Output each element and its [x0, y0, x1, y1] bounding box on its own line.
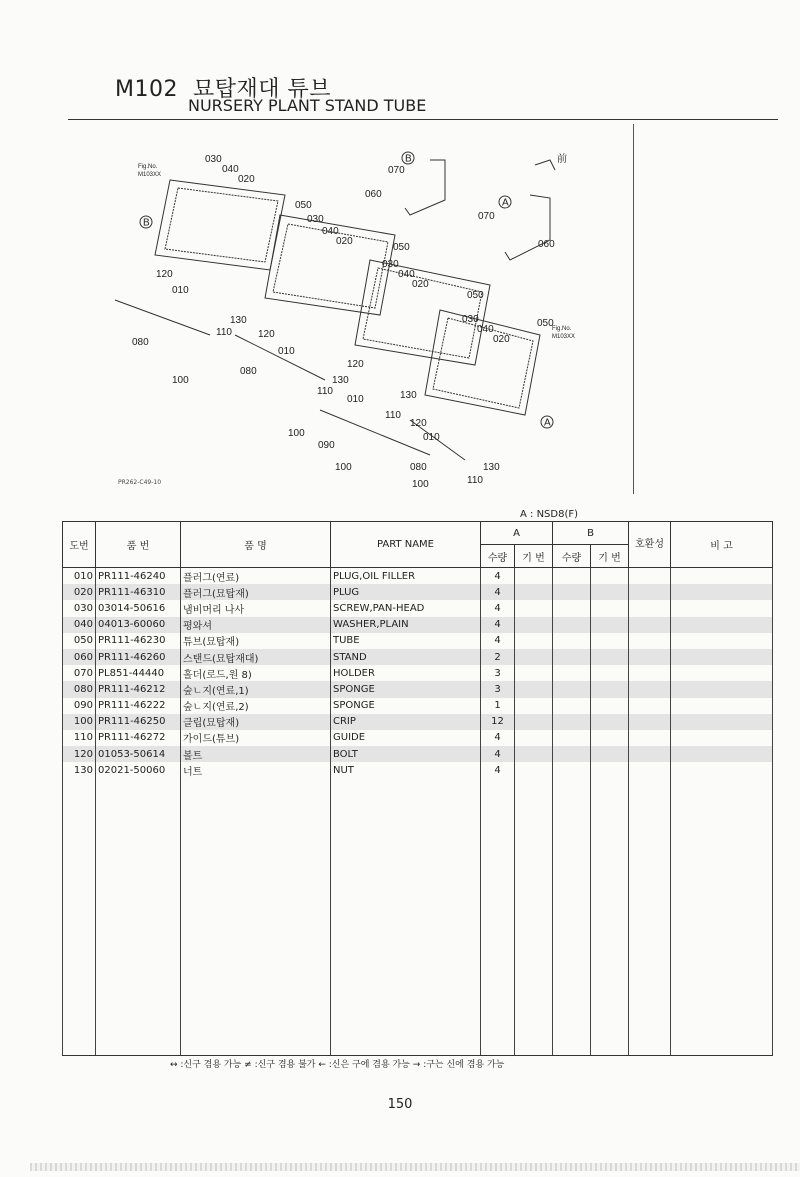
callout-label: 020 — [493, 334, 510, 345]
callout-label: 040 — [398, 269, 415, 280]
col-remarks: 비 고 — [671, 522, 773, 568]
callout-label: 100 — [335, 462, 352, 473]
table-row: 100 PR111-46250 클립(묘탑재) CRIP 12 — [63, 714, 773, 730]
callout-label: 100 — [172, 375, 189, 386]
callout-label: 110 — [216, 327, 232, 338]
callout-label: 020 — [238, 174, 255, 185]
callout-label: 130 — [230, 315, 247, 326]
callout-label: 030 — [462, 314, 479, 325]
callout-label: 120 — [258, 329, 275, 340]
callout-label: 060 — [538, 239, 555, 250]
callout-label: 080 — [240, 366, 257, 377]
callout-label: 020 — [412, 279, 429, 290]
callout-label: 110 — [385, 410, 401, 421]
callout-label: 030 — [307, 214, 324, 225]
col-group-b: B — [553, 522, 629, 545]
diagram-svg — [110, 140, 630, 500]
callout-label: 060 — [365, 189, 382, 200]
callout-label: 030 — [382, 259, 399, 270]
callout-label: 030 — [205, 154, 222, 165]
callout-label: 020 — [336, 236, 353, 247]
marker-label: B — [405, 153, 412, 165]
table-empty-space — [63, 778, 773, 1056]
col-a-qty: 수량 — [481, 545, 515, 568]
callout-label: 110 — [467, 475, 483, 486]
header-rule — [68, 119, 778, 120]
callout-label: 010 — [347, 394, 364, 405]
col-no: 도번 — [63, 522, 96, 568]
diagram-divider — [633, 124, 634, 494]
marker-label: A — [544, 417, 551, 429]
callout-label: 120 — [347, 359, 364, 370]
col-part-no: 품 번 — [96, 522, 181, 568]
callout-label: 010 — [172, 285, 189, 296]
callout-label: 130 — [483, 462, 500, 473]
callout-label: 050 — [537, 318, 554, 329]
exploded-diagram — [110, 140, 630, 500]
fig-no-label: M103XX — [138, 172, 162, 178]
callout-label: 040 — [222, 164, 239, 175]
front-direction-label: 前 — [557, 154, 567, 165]
col-compat: 호환성 — [629, 522, 671, 568]
title-korean: 묘탑재대 튜브 — [192, 77, 331, 102]
callout-label: 040 — [477, 324, 494, 335]
table-row: 120 01053-50614 볼트 BOLT 4 — [63, 746, 773, 762]
callout-label: 110 — [317, 386, 333, 397]
col-name-kr: 품 명 — [181, 522, 331, 568]
callout-label: 080 — [132, 337, 149, 348]
table-row: 080 PR111-46212 숲ㄴ지(연료,1) SPONGE 3 — [63, 681, 773, 697]
table-row: 050 PR111-46230 튜브(묘탑재) TUBE 4 — [63, 633, 773, 649]
callout-label: 120 — [156, 269, 173, 280]
title-english: NURSERY PLANT STAND TUBE — [188, 96, 427, 115]
scan-edge — [30, 1163, 800, 1171]
table-row: 070 PL851-44440 홀더(로드,원 8) HOLDER 3 — [63, 665, 773, 681]
model-note: A : NSD8(F) — [520, 509, 579, 520]
col-group-a: A — [481, 522, 553, 545]
callout-label: 130 — [332, 375, 349, 386]
page-number: 150 — [387, 1097, 413, 1112]
callout-label: 070 — [388, 165, 405, 176]
table-row: 130 02021-50060 너트 NUT 4 — [63, 762, 773, 778]
fig-no-label: Fig.No. — [552, 326, 572, 332]
callout-label: 010 — [278, 346, 295, 357]
fig-no-label: M103XX — [552, 334, 576, 340]
fig-no-label: Fig.No. — [138, 164, 158, 170]
callout-label: 050 — [467, 290, 484, 301]
table-row: 060 PR111-46260 스탠드(묘탑재대) STAND 2 — [63, 649, 773, 665]
callout-label: 120 — [410, 418, 427, 429]
callout-label: 040 — [322, 226, 339, 237]
callout-label: 130 — [400, 390, 417, 401]
model-code: M102 — [115, 77, 178, 102]
col-b-base: 기 번 — [591, 545, 629, 568]
col-a-base: 기 번 — [515, 545, 553, 568]
callout-label: 070 — [478, 211, 495, 222]
parts-table — [62, 521, 773, 1056]
col-b-qty: 수량 — [553, 545, 591, 568]
marker-label: A — [502, 197, 509, 209]
table-row: 010 PR111-46240 플러그(연료) PLUG,OIL FILLER 4 — [63, 568, 773, 585]
drawing-ref-code: PR262-C49-10 — [118, 479, 162, 486]
table-row: 040 04013-60060 평와셔 WASHER,PLAIN 4 — [63, 617, 773, 633]
callout-label: 010 — [423, 432, 440, 443]
callout-label: 100 — [412, 479, 429, 490]
callout-label: 090 — [318, 440, 335, 451]
marker-label: B — [143, 217, 150, 229]
compatibility-legend: ↔ :신구 겸용 가능 ≠ :신구 겸용 불가 ← :신은 구에 겸용 가능 → :구는 신에 겸용 가능 — [170, 1060, 505, 1070]
callout-label: 100 — [288, 428, 305, 439]
table-row: 090 PR111-46222 숲ㄴ지(연료,2) SPONGE 1 — [63, 698, 773, 714]
table-row: 110 PR111-46272 가이드(튜브) GUIDE 4 — [63, 730, 773, 746]
table-row: 030 03014-50616 냄비머리 나사 SCREW,PAN-HEAD 4 — [63, 600, 773, 616]
callout-label: 080 — [410, 462, 427, 473]
callout-label: 050 — [295, 200, 312, 211]
callout-label: 050 — [393, 242, 410, 253]
table-row: 020 PR111-46310 플러그(묘탑재) PLUG 4 — [63, 584, 773, 600]
col-part-name: PART NAME — [331, 522, 481, 568]
